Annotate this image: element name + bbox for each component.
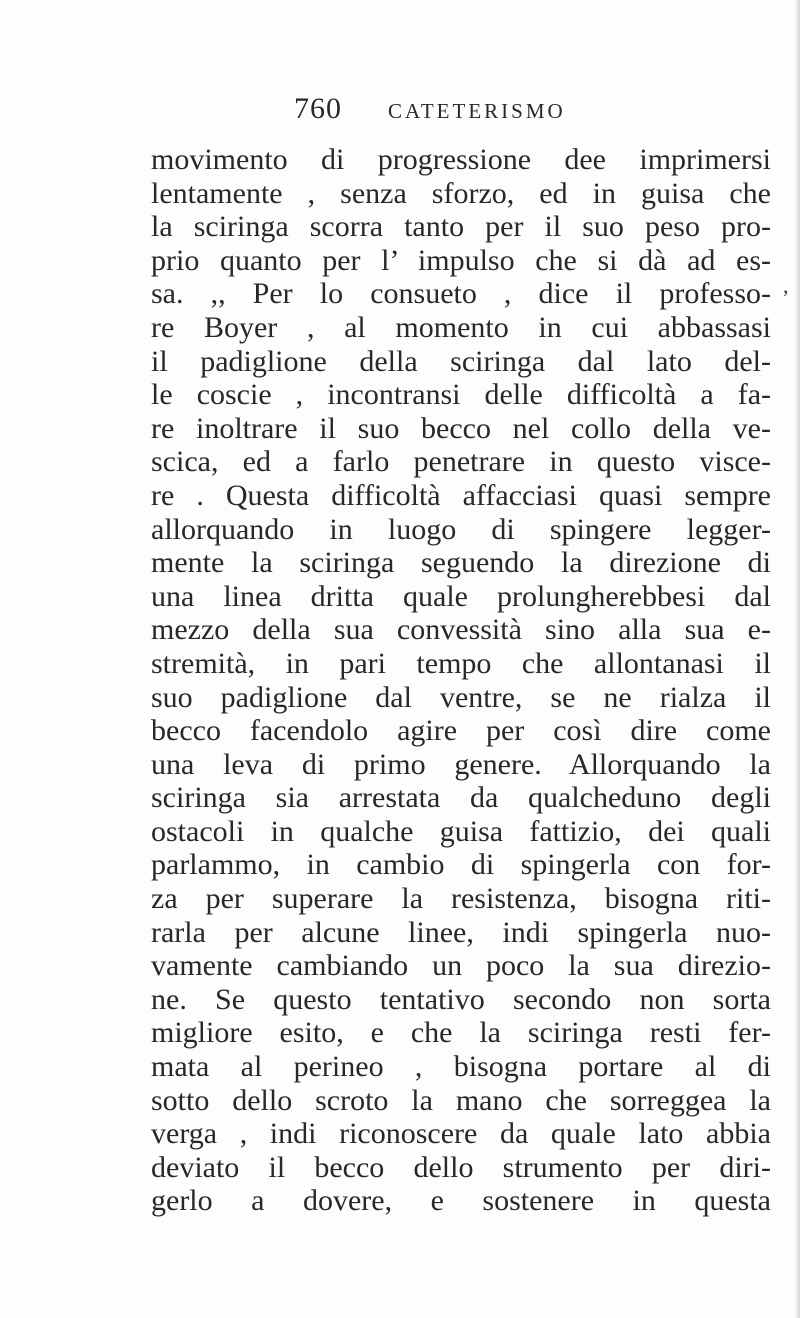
text-line: il padiglione della sciringa dal lato del- <box>151 344 771 378</box>
text-line: ne. Se questo tentativo secondo non sorta <box>151 982 771 1016</box>
body-paragraph <box>151 143 771 1218</box>
text-line: rarla per alcune linee, indi spingerla nuo- <box>151 915 771 949</box>
text-line: una leva di primo genere. Allorquando la <box>151 747 771 781</box>
text-line: stremità, in pari tempo che allontanasi il <box>151 646 771 680</box>
text-line: gerlo a dovere, e sostenere in questa <box>151 1184 771 1218</box>
page-header <box>0 92 800 132</box>
page-edge-shadow <box>794 0 800 1318</box>
text-line: verga , indi riconoscere da quale lato abbia <box>151 1117 771 1151</box>
text-line: becco facendolo agire per così dire come <box>151 714 771 748</box>
text-line: migliore esito, e che la sciringa resti fer- <box>151 1016 771 1050</box>
text-line: za per superare la resistenza, bisogna riti- <box>151 882 771 916</box>
page-number: 760 <box>294 92 342 125</box>
text-line: mezzo della sua convessità sino alla sua e- <box>151 613 771 647</box>
text-line: prio quanto per l’ impulso che si dà ad es- <box>151 243 771 277</box>
text-line: mata al perineo , bisogna portare al di <box>151 1050 771 1084</box>
text-line: le coscie , incontransi delle difficoltà a fa- <box>151 378 771 412</box>
text-line: re inoltrare il suo becco nel collo della ve- <box>151 411 771 445</box>
running-head-title: CATETERISMO <box>388 99 566 123</box>
text-line: sciringa sia arrestata da qualcheduno degli <box>151 781 771 815</box>
text-line: allorquando in luogo di spingere legger- <box>151 512 771 546</box>
text-line: sotto dello scroto la mano che sorreggea la <box>151 1083 771 1117</box>
text-line: parlammo, in cambio di spingerla con for- <box>151 848 771 882</box>
margin-mark: , <box>783 273 789 298</box>
text-line: una linea dritta quale prolungherebbesi dal <box>151 579 771 613</box>
text-line: scica, ed a farlo penetrare in questo visce- <box>151 445 771 479</box>
text-line: re Boyer , al momento in cui abbassasi <box>151 310 771 344</box>
text-line: mente la sciringa seguendo la direzione di <box>151 546 771 580</box>
text-line: re . Questa difficoltà affacciasi quasi sempre <box>151 478 771 512</box>
text-line: la sciringa scorra tanto per il suo peso pro- <box>151 210 771 244</box>
text-line: ostacoli in qualche guisa fattizio, dei quali <box>151 814 771 848</box>
text-line: suo padiglione dal ventre, se ne rialza il <box>151 680 771 714</box>
text-line: vamente cambiando un poco la sua direzio- <box>151 949 771 983</box>
text-line: sa. ,, Per lo consueto , dice il professo- <box>151 277 771 311</box>
text-line: movimento di progressione dee imprimersi <box>151 143 771 176</box>
text-line: deviato il becco dello strumento per diri- <box>151 1150 771 1184</box>
text-line: lentamente , senza sforzo, ed in guisa che <box>151 176 771 210</box>
